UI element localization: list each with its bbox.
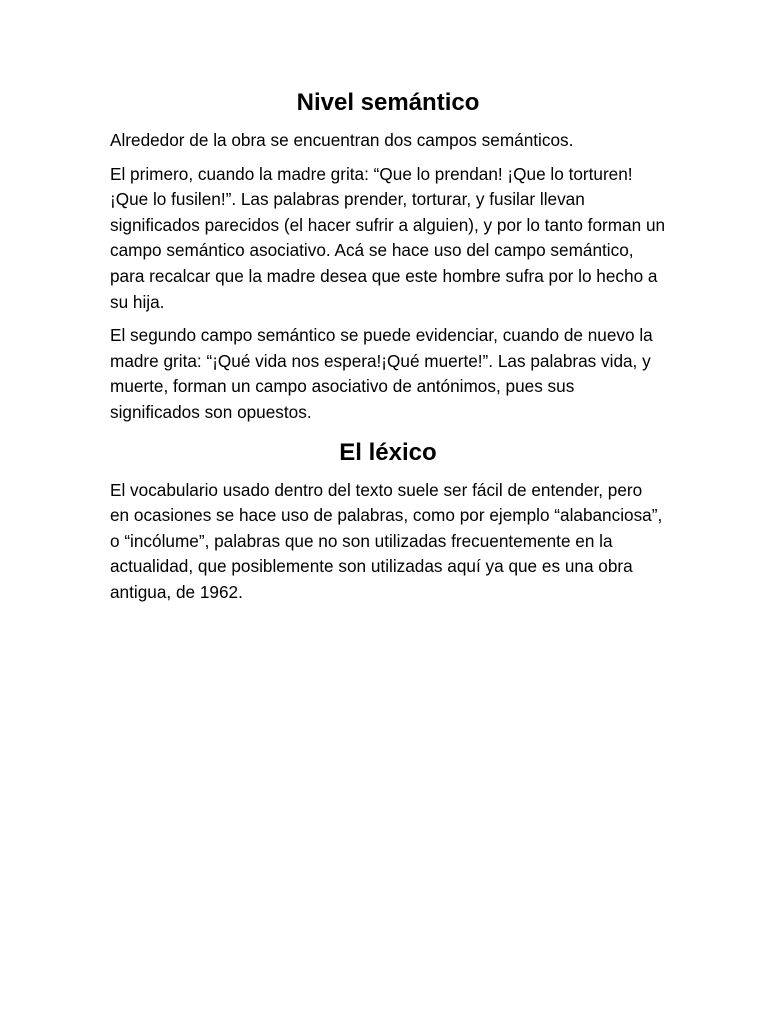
- document-page: [110, 86, 666, 614]
- paragraph-second-field: El segundo campo semántico se puede evidenciar, cuando de nuevo la madre grita: “¡Qué vida nos espera!¡Qué muerte!”. Las palabras vida, y muerte, forman un campo asociativo de antónimos, pues sus significados son opuestos.: [110, 325, 653, 422]
- section-title-lexico: El léxico: [339, 438, 437, 466]
- paragraph-first-field: El primero, cuando la madre grita: “Que lo prendan! ¡Que lo torturen! ¡Que lo fusilen!”. Las palabras prender, torturar, y fusilar llevan significados parecidos (el hacer sufrir a alguien), y por lo tanto forman un campo semántico asociativo. Acá se hace uso del campo semántico, para recalcar que la madre desea que este hombre sufra por lo hecho a su hija.: [110, 163, 666, 312]
- paragraph-lexico: El vocabulario usado dentro del texto suele ser fácil de entender, pero en ocasiones se hace uso de palabras, como por ejemplo “alabanciosa”, o “incólume”, palabras que no son utilizadas frecuentemente en la actualidad, que posiblemente son utilizadas aquí ya que es una obra antigua, de 1962.: [110, 479, 663, 602]
- section-title-nivel-semantico: Nivel semántico: [296, 89, 480, 116]
- paragraph-intro: Alrededor de la obra se encuentran dos campos semánticos.: [110, 130, 574, 150]
